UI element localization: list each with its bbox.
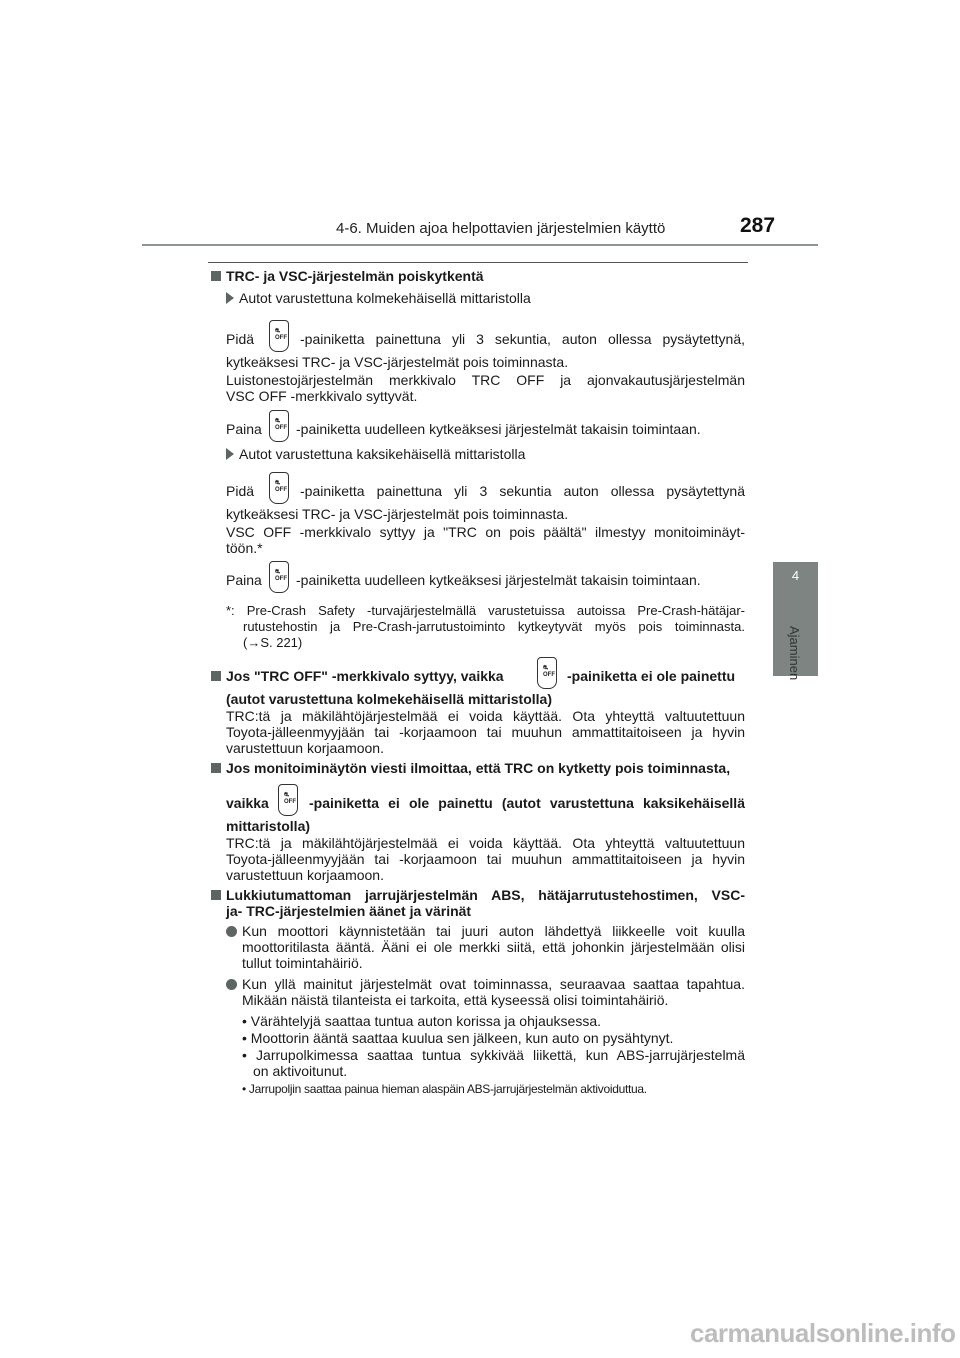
- list-item: • Värähtelyjä saattaa tuntua auton korissa ja ohjauksessa.: [242, 1013, 602, 1029]
- trc-off-button-icon: ⛐ OFF: [278, 784, 298, 816]
- round-bullet-icon: [226, 926, 237, 937]
- subheading-text: Autot varustettuna kaksikehäisellä mittaristolla: [239, 446, 526, 462]
- subheading-2-ring: [226, 446, 525, 462]
- chapter-label: Ajaminen: [787, 626, 802, 681]
- heading-trc-off-lamp: [211, 668, 504, 684]
- text-line: Mikään näistä tilanteista ei tarkoita, että kyseessä olisi toimintahäiriö.: [242, 992, 669, 1008]
- footnote-line: [243, 619, 745, 635]
- heading-text: mittaristolla): [226, 818, 311, 834]
- text-line: -painiketta uudelleen kytkeäksesi järjestelmät takaisin toimintaan.: [296, 421, 701, 437]
- bullet-inner: [226, 923, 745, 939]
- header-title: 4-6. Muiden ajoa helpottavien järjestelmien käyttö: [336, 220, 666, 237]
- square-bullet-icon: [211, 890, 221, 900]
- text-line: [226, 851, 745, 867]
- text-line: tullut toimintahäiriö.: [242, 955, 363, 971]
- chapter-label-wrap: [787, 626, 856, 681]
- text-line: varustettuun korjaamoon.: [226, 867, 384, 883]
- watermark: carmanualsonline.info: [690, 1318, 956, 1348]
- list-item: • Moottorin ääntä saattaa kuulua sen jälkeen, kun auto on pysähtynyt.: [242, 1030, 674, 1046]
- trc-off-button-icon: ⛐ OFF: [269, 410, 289, 442]
- heading-text: Jos monitoiminäytön viesti ilmoittaa, että TRC on kytketty pois toiminnasta,: [226, 760, 731, 776]
- text-line-inner: moottoritilasta ääntä. Ääni ei ole merkki siitä, että johonkin järjestelmään olisi: [242, 939, 745, 955]
- text-line: [300, 331, 745, 347]
- triangle-bullet-icon: [226, 448, 234, 460]
- heading-text: ja- TRC-järjestelmien äänet ja värinät: [226, 903, 472, 919]
- subheading-text: Autot varustettuna kolmekehäisellä mittaristolla: [239, 290, 531, 306]
- text-line: [226, 835, 745, 851]
- text-line: [226, 524, 745, 540]
- heading-abs-sounds: [211, 887, 745, 903]
- trc-off-button-icon: ⛐ OFF: [537, 657, 557, 689]
- footnote-ref-link[interactable]: (→S. 221): [243, 635, 303, 650]
- text-line: VSC OFF -merkkivalo syttyvät.: [226, 388, 418, 404]
- heading-trc-vsc-off: [211, 268, 484, 284]
- text-line: kytkeäksesi TRC- ja VSC-järjestelmät pois toiminnasta.: [226, 354, 569, 370]
- text-line-inner: Luistonestojärjestelmän merkkivalo TRC OFF ja ajonvakautusjärjestelmän: [226, 372, 745, 388]
- text-line-inner: Toyota-jälleenmyyjään tai -korjaamoon tai muuhun ammattitaitoiseen ja hyvin: [226, 724, 745, 740]
- trc-off-button-icon: ⛐ OFF: [269, 320, 289, 352]
- text-line: [226, 724, 745, 740]
- heading-text-inner: -painiketta ei ole painettu (autot varustettuna kaksikehäisellä: [309, 795, 745, 811]
- text-line: Pidä: [226, 331, 255, 347]
- square-bullet-icon: [211, 271, 221, 281]
- text-line: Paina: [226, 421, 262, 437]
- text-line-inner: VSC OFF -merkkivalo syttyy ja "TRC on pois päältä" ilmestyy monitoiminäyt-: [226, 524, 745, 540]
- heading-text: [309, 795, 745, 811]
- heading-monitor-message: [211, 760, 730, 776]
- bullet-inner: [226, 976, 745, 992]
- text-line-inner: -painiketta painettuna yli 3 sekuntia, auton ollessa pysäytettynä,: [300, 331, 745, 347]
- trc-off-button-icon: ⛐ OFF: [269, 561, 289, 593]
- bullet-text: Kun moottori käynnistetään tai juuri auton lähdettyä liikkeelle voit kuulla: [242, 923, 745, 939]
- heading-text: TRC- ja VSC-järjestelmän poiskytkentä: [226, 268, 484, 284]
- footnote-inner: rutustehostin ja Pre-Crash-jarrutustoiminto kytkeytyvät myös pois toiminnasta.: [243, 619, 745, 634]
- text-line: [300, 483, 745, 499]
- text-line: on aktivoitunut.: [253, 1063, 348, 1079]
- text-line-inner: -painiketta painettuna yli 3 sekuntia auton ollessa pysäytettynä: [300, 483, 745, 499]
- content-rule: [208, 262, 748, 263]
- bullet-item: [226, 976, 745, 992]
- heading-text: Jos "TRC OFF" -merkkivalo syttyy, vaikka: [226, 668, 504, 684]
- text-line-inner: TRC:tä ja mäkilähtöjärjestelmää ei voida käyttää. Ota yhteyttä valtuutettuun: [226, 708, 745, 724]
- text-line: Paina: [226, 572, 262, 588]
- list-item: [242, 1047, 745, 1063]
- text-line: [226, 708, 745, 724]
- square-bullet-icon: [211, 671, 221, 681]
- text-line-inner: TRC:tä ja mäkilähtöjärjestelmää ei voida käyttää. Ota yhteyttä valtuutettuun: [226, 835, 745, 851]
- bullet-item: [226, 923, 745, 939]
- bullet-text: Kun yllä mainitut järjestelmät ovat toiminnassa, seuraavaa saattaa tapahtua.: [242, 976, 745, 992]
- footnote-inner: *: Pre-Crash Safety -turvajärjestelmällä varustetuissa autoissa Pre-Crash-hätäjar-: [226, 603, 745, 618]
- text-line-inner: Toyota-jälleenmyyjään tai -korjaamoon tai muuhun ammattitaitoiseen ja hyvin: [226, 851, 745, 867]
- heading-text: vaikka: [226, 795, 269, 811]
- text-line: [226, 372, 745, 388]
- heading-text: -painiketta ei ole painettu: [567, 668, 736, 684]
- text-line: Pidä: [226, 483, 255, 499]
- list-item-inner: • Jarrupolkimessa saattaa tuntua sykkivää liikettä, kun ABS-jarrujärjestelmä: [242, 1047, 745, 1063]
- heading-text-inner: [211, 887, 745, 903]
- text-line: varustettuun korjaamoon.: [226, 740, 384, 756]
- text-line: [242, 939, 745, 955]
- footnote-line: [226, 603, 745, 619]
- heading-text: (autot varustettuna kolmekehäisellä mittaristolla): [226, 691, 552, 707]
- header-rule: [142, 244, 818, 246]
- text-line: töön.*: [226, 540, 263, 556]
- chapter-number: 4: [791, 568, 800, 583]
- subheading-3-ring: [226, 290, 531, 306]
- heading-text: Lukkiutumattoman jarrujärjestelmän ABS, hätäjarrutustehostimen, VSC-: [226, 887, 745, 903]
- page-number: 287: [740, 214, 776, 237]
- list-item: • Jarrupoljin saattaa painua hieman alaspäin ABS-jarrujärjestelmän aktivoiduttua.: [242, 1082, 647, 1096]
- trc-off-button-icon: ⛐ OFF: [269, 472, 289, 504]
- triangle-bullet-icon: [226, 292, 234, 304]
- square-bullet-icon: [211, 763, 221, 773]
- round-bullet-icon: [226, 979, 237, 990]
- text-line: kytkeäksesi TRC- ja VSC-järjestelmät pois toiminnasta.: [226, 506, 569, 522]
- text-line: -painiketta uudelleen kytkeäksesi järjestelmät takaisin toimintaan.: [296, 572, 701, 588]
